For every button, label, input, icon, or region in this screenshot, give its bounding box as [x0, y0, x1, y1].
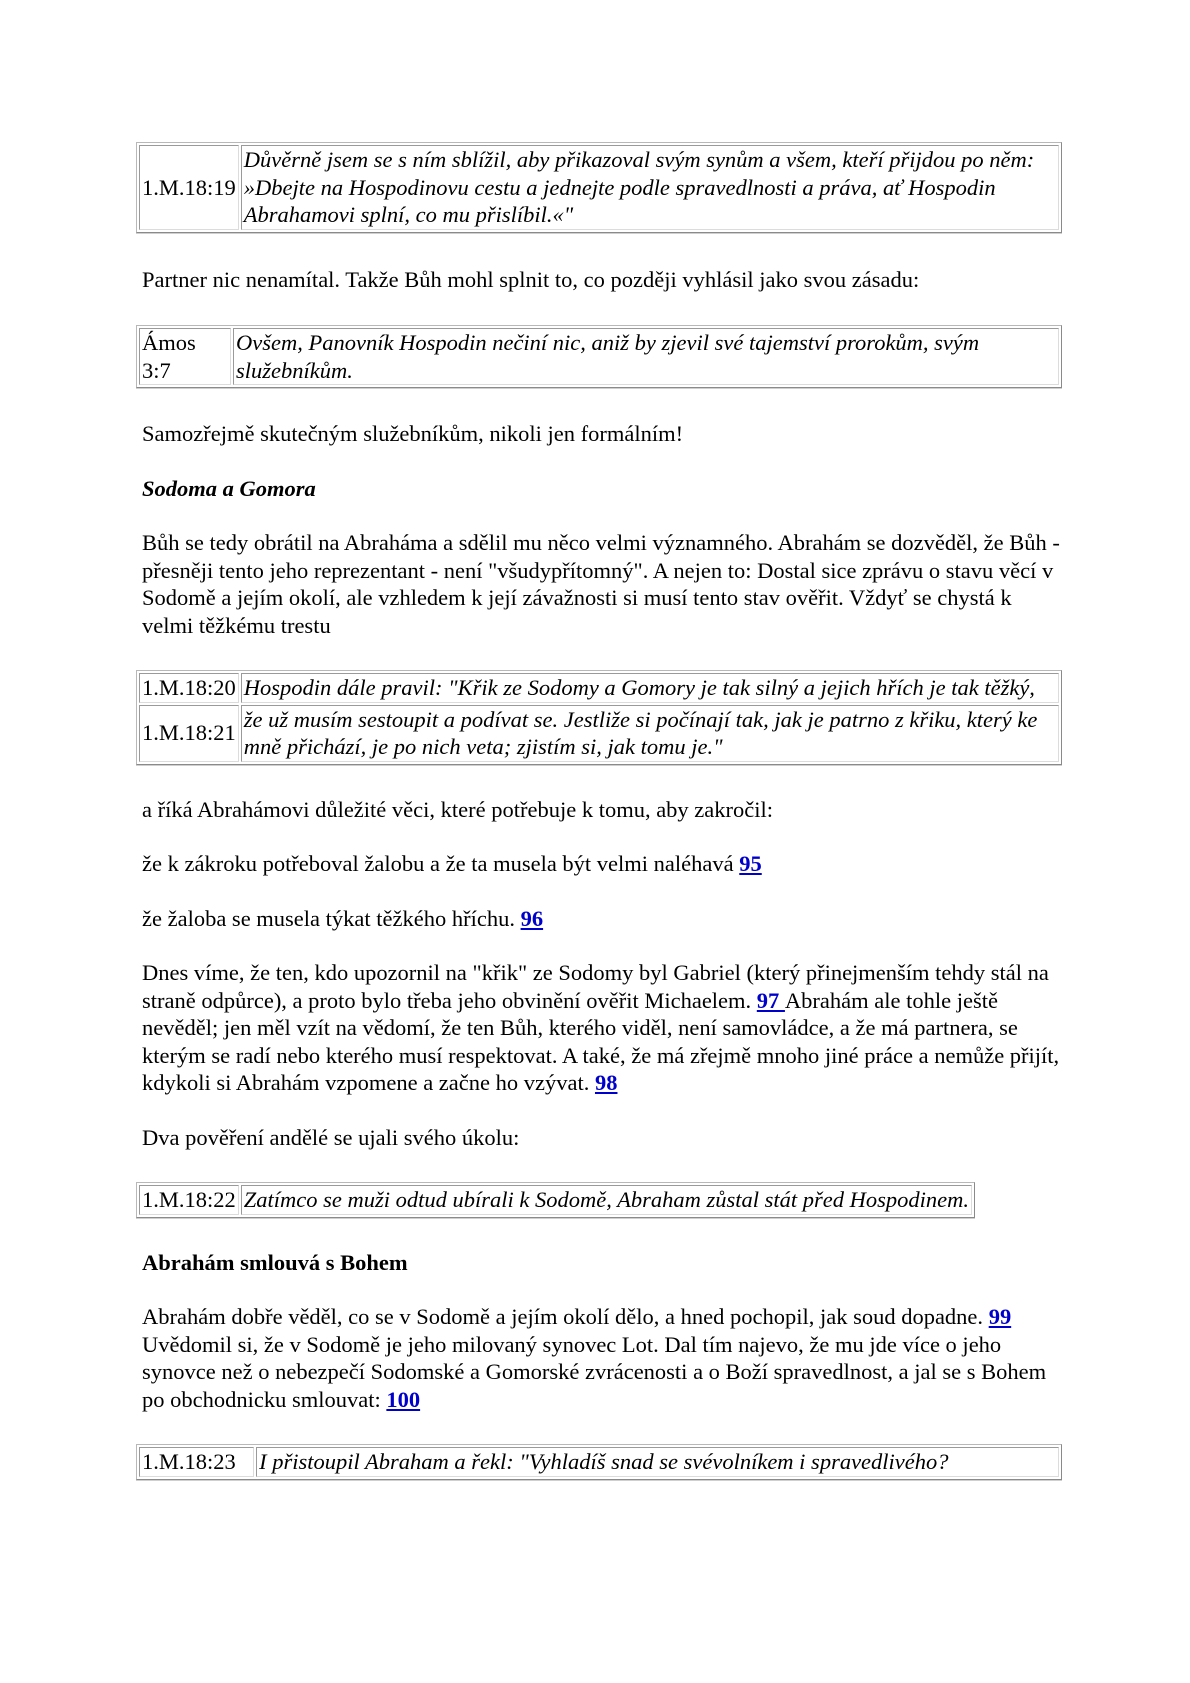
verse-text: I přistoupil Abraham a řekl: "Vyhladíš snad se svévolníkem i spravedlivého? — [256, 1447, 1059, 1477]
paragraph: Partner nic nenamítal. Takže Bůh mohl splnit to, co později vyhlásil jako svou zásadu: — [142, 266, 920, 292]
paragraph — [136, 959, 1066, 1097]
verse-table-amos-3-7 — [136, 325, 1062, 388]
verse-table-1m-18-19 — [136, 142, 1062, 233]
verse-text: že už musím sestoupit a podívat se. Jestliže si počínají tak, jak je patrno z křiku, který ke mně přichází, je po nich veta; zjistím si, jak tomu je." — [241, 705, 1059, 762]
verse-text: Zatímco se muži odtud ubírali k Sodomě, Abraham zůstal stát před Hospodinem. — [241, 1185, 972, 1215]
footnote-link-96[interactable]: 96 — [520, 905, 544, 931]
section-heading-sodoma: Sodoma a Gomora — [142, 475, 316, 501]
paragraph: a říká Abrahámovi důležité věci, které potřebuje k tomu, aby zakročil: — [142, 796, 774, 822]
footnote-link-99[interactable]: 99 — [988, 1304, 1012, 1329]
paragraph: Dva pověření andělé se ujali svého úkolu: — [142, 1124, 520, 1150]
verse-text: Ovšem, Panovník Hospodin nečiní nic, aniž by zjevil své tajemství prorokům, svým služebníkům. — [233, 328, 1059, 385]
verse-reference: 1.M.18:23 — [139, 1447, 254, 1477]
paragraph: Samozřejmě skutečným služebníkům, nikoli jen formálním! — [142, 421, 684, 446]
paragraph-text: že žaloba se musela týkat těžkého hříchu. — [142, 905, 521, 931]
paragraph — [136, 1303, 1066, 1413]
paragraph — [136, 850, 1066, 878]
paragraph — [136, 905, 1066, 933]
footnote-link-95[interactable]: 95 — [739, 851, 762, 876]
verse-text: Hospodin dále pravil: "Křik ze Sodomy a Gomory je tak silný a jejich hřích je tak těžký, — [241, 673, 1059, 703]
verse-table-1m-18-20-21 — [136, 670, 1062, 765]
paragraph-text: že k zákroku potřeboval žalobu a že ta musela být velmi naléhavá — [142, 851, 740, 876]
paragraph-text: Abrahám ale tohle ještě nevěděl; jen měl vzít na vědomí, že ten Bůh, kterého viděl, není samovládce, a že má partnera, se kterým se radí nebo kterého musí respektovat. A také, že má zřejmě mnoho jiné práce a nemůže přijít, kdykoli si Abrahám vzpomene a začne ho vzývat. — [142, 987, 1060, 1095]
verse-table-1m-18-23 — [136, 1444, 1062, 1480]
paragraph-text: Dnes víme, že ten, kdo upozornil na "křik" ze Sodomy byl Gabriel (který přinejmenším tehdy stál na straně odpůrce), a proto bylo třeba jeho obvinění ověřit Michaelem. — [142, 960, 1049, 1013]
verse-reference: Ámos 3:7 — [139, 328, 231, 385]
verse-reference: 1.M.18:22 — [139, 1185, 239, 1215]
verse-reference: 1.M.18:21 — [139, 705, 239, 762]
footnote-link-98[interactable]: 98 — [594, 1070, 618, 1095]
paragraph-text: Abrahám dobře věděl, co se v Sodomě a jejím okolí dělo, a hned pochopil, jak soud dopadne. — [142, 1304, 989, 1329]
verse-table-1m-18-22 — [136, 1182, 975, 1218]
verse-reference: 1.M.18:19 — [139, 145, 239, 230]
paragraph: Bůh se tedy obrátil na Abraháma a sdělil mu něco velmi významného. Abrahám se dozvěděl, že Bůh - přesněji tento jeho reprezentant - není "všudypřítomný". A nejen to: Dostal sice zprávu o stavu věcí v Sodomě a jejím okolí, ale vzhledem k její závažnosti si musí tento stav ověřit. Vždyť se chystá k velmi těžkému trestu — [142, 530, 1060, 638]
verse-reference: 1.M.18:20 — [139, 673, 239, 703]
footnote-link-97[interactable]: 97 — [756, 987, 785, 1013]
footnote-link-100[interactable]: 100 — [386, 1386, 421, 1412]
document-page — [136, 142, 1066, 1480]
verse-text: Důvěrně jsem se s ním sblížil, aby přikazoval svým synům a všem, kteří přijdou po něm: »Dbejte na Hospodinovu cestu a jednejte podle spravedlnosti a práva, ať Hospodin Abrahamovi splní, co mu přislíbil.«" — [241, 145, 1059, 230]
section-heading-abraham: Abrahám smlouvá s Bohem — [142, 1249, 408, 1275]
paragraph-text: Uvědomil si, že v Sodomě je jeho milovaný synovec Lot. Dal tím najevo, že mu jde více o jeho synovce než o nebezpečí Sodomské a Gomorské zvrácenosti a o Boží spravedlnost, a jal se s Bohem po obchodnicku smlouvat: — [142, 1331, 1047, 1412]
